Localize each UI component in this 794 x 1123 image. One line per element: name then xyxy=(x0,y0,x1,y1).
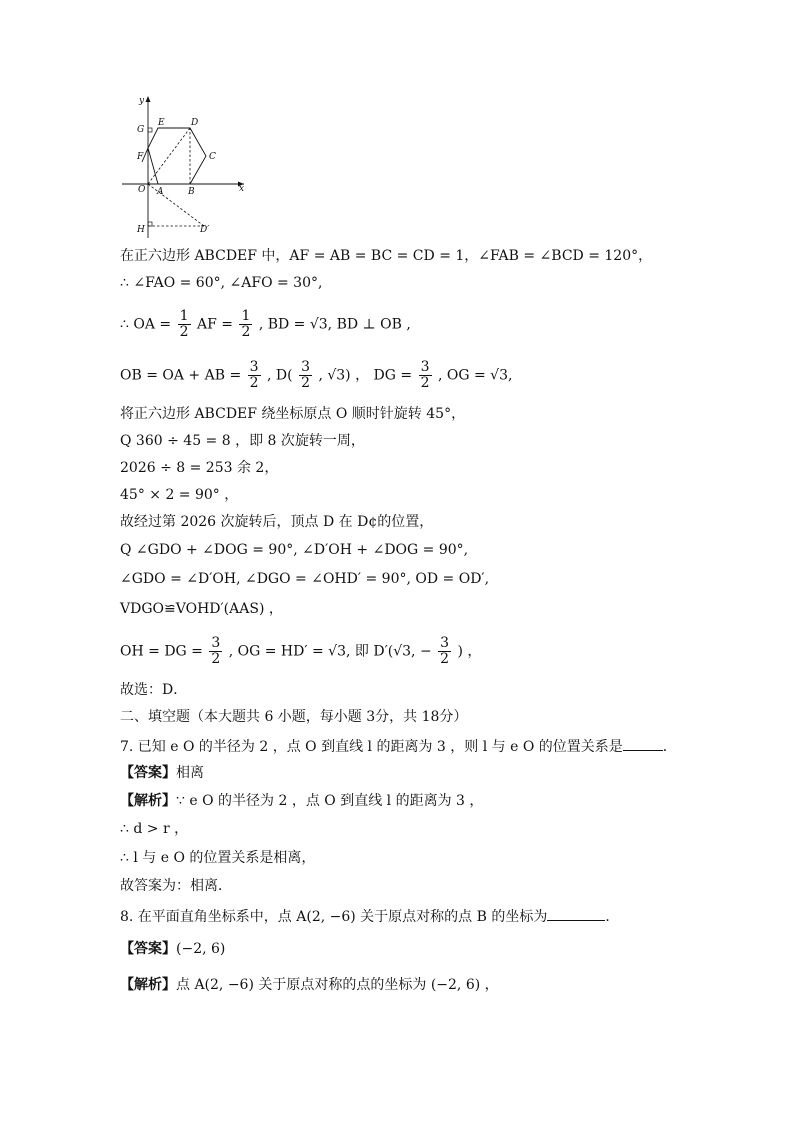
question-7 xyxy=(120,736,677,756)
text-line-9: 故经过第 2026 次旋转后，顶点 D 在 D¢的位置， xyxy=(120,514,434,530)
fraction xyxy=(438,636,451,667)
text-line-4 xyxy=(120,360,512,391)
label-f: F xyxy=(137,152,144,162)
question-7-text: 7. 已知 e O 的半径为 2 ，点 O 到直线 l 的距离为 3 ，则 l 与 e O 的位置关系是 xyxy=(120,739,623,755)
label-a: A xyxy=(157,187,164,197)
text-line-2: ∴ ∠FAO = 60°, ∠AFO = 30°, xyxy=(120,275,323,291)
text-line-6: Q 360 ÷ 45 = 8 ，即 8 次旋转一周， xyxy=(120,433,365,449)
text-line-12: VDGO≌VOHD′(AAS) ， xyxy=(120,601,283,617)
text-line-10: Q ∠GDO + ∠DOG = 90°, ∠D′OH + ∠DOG = 90°, xyxy=(120,542,469,558)
text-line-11: ∠GDO = ∠D′OH, ∠DGO = ∠OHD′ = 90°, OD = OD′, xyxy=(120,571,490,587)
text-line-4-part-b: , D( xyxy=(267,367,293,384)
label-y: y xyxy=(139,96,145,106)
hexagon-abcdef xyxy=(148,128,206,184)
text-line-3-part-c: , BD = √3, BD ⊥ OB , xyxy=(258,316,411,333)
analysis-text: 点 A(2, −6) 关于原点对称的点的坐标为 (−2, 6) ， xyxy=(176,977,499,993)
denominator: 2 xyxy=(179,324,189,340)
label-e: E xyxy=(158,118,165,128)
text-line-20: ∴ l 与 e O 的位置关系是相离， xyxy=(120,850,316,866)
analysis-8 xyxy=(120,976,499,994)
text-line-3-part-b: AF = xyxy=(196,316,233,333)
text-line-5: 将正六边形 ABCDEF 绕坐标原点 O 顺时针旋转 45°， xyxy=(120,406,466,422)
label-d: D xyxy=(191,118,199,128)
text-line-3-part-a: ∴ OA = xyxy=(120,316,172,333)
y-axis-arrow xyxy=(146,96,151,102)
text-line-3 xyxy=(120,309,411,340)
denominator: 2 xyxy=(440,651,450,667)
answer-8 xyxy=(120,940,225,958)
numerator: 3 xyxy=(301,359,310,375)
denominator: 2 xyxy=(241,324,251,340)
text-line-7: 2026 ÷ 8 = 253 余 2， xyxy=(120,460,279,476)
numerator: 3 xyxy=(420,359,430,375)
analysis-label: 【解析】 xyxy=(120,793,176,809)
fraction xyxy=(419,360,432,391)
text-line-13-part-c: ) ， xyxy=(457,643,482,660)
label-o: O xyxy=(138,185,146,195)
text-line-14: 故选：D． xyxy=(120,682,188,698)
analysis-text: ∵ e O 的半径为 2 ，点 O 到直线 l 的距离为 3 ， xyxy=(176,793,484,809)
fraction xyxy=(299,360,312,391)
fraction xyxy=(239,309,252,340)
answer-value: 相离 xyxy=(176,765,204,781)
denominator: 2 xyxy=(301,375,310,391)
text-line-1: 在正六边形 ABCDEF 中，AF = AB = BC = CD = 1，∠FAB = ∠BCD = 120°， xyxy=(120,248,653,264)
question-8-end: ． xyxy=(605,909,620,925)
text-line-13-part-b: , OG = HD′ = √3, 即 D′(√3, − xyxy=(228,643,432,660)
text-line-4-part-c: , √3) ， DG = xyxy=(318,367,413,384)
label-b: B xyxy=(188,187,195,197)
label-g: G xyxy=(137,125,145,135)
right-angle-mark-h xyxy=(148,222,152,226)
question-7-end: ． xyxy=(662,739,677,755)
numerator: 3 xyxy=(249,359,259,375)
fraction xyxy=(178,309,191,340)
denominator: 2 xyxy=(249,375,259,391)
analysis-label: 【解析】 xyxy=(120,977,176,993)
label-x: x xyxy=(239,184,245,194)
label-c: C xyxy=(209,152,216,162)
answer-label: 【答案】 xyxy=(120,941,176,957)
text-line-4-part-d: , OG = √3, xyxy=(437,367,513,384)
hexagon-coordinate-figure xyxy=(118,92,248,240)
numerator: 1 xyxy=(241,308,251,324)
fraction xyxy=(209,636,222,667)
numerator: 3 xyxy=(211,635,221,651)
text-line-13-part-a: OH = DG = xyxy=(120,643,203,660)
answer-7 xyxy=(120,764,204,782)
text-line-8: 45° × 2 = 90° ， xyxy=(120,487,239,503)
denominator: 2 xyxy=(211,651,221,667)
text-line-13 xyxy=(120,636,481,667)
question-8 xyxy=(120,906,619,926)
answer-value: (−2, 6) xyxy=(176,941,226,957)
section-heading-fill-in: 二、填空题（本大题共 6 小题，每小题 3分，共 18分） xyxy=(120,709,468,725)
fraction xyxy=(248,360,261,391)
analysis-7 xyxy=(120,792,483,810)
numerator: 1 xyxy=(179,308,189,324)
numerator: 3 xyxy=(440,635,450,651)
text-line-4-part-a: OB = OA + AB = xyxy=(120,367,242,384)
label-h: H xyxy=(137,225,145,235)
label-d-prime: D′ xyxy=(200,225,210,235)
answer-blank xyxy=(547,906,605,921)
text-line-19: ∴ d > r ， xyxy=(120,821,189,837)
answer-label: 【答案】 xyxy=(120,765,176,781)
text-line-21: 故答案为：相离． xyxy=(120,878,232,894)
question-8-text: 8. 在平面直角坐标系中，点 A(2, −6) 关于原点对称的点 B 的坐标为 xyxy=(120,909,548,925)
right-angle-mark-g xyxy=(148,128,152,132)
answer-blank xyxy=(623,736,663,751)
denominator: 2 xyxy=(420,375,430,391)
